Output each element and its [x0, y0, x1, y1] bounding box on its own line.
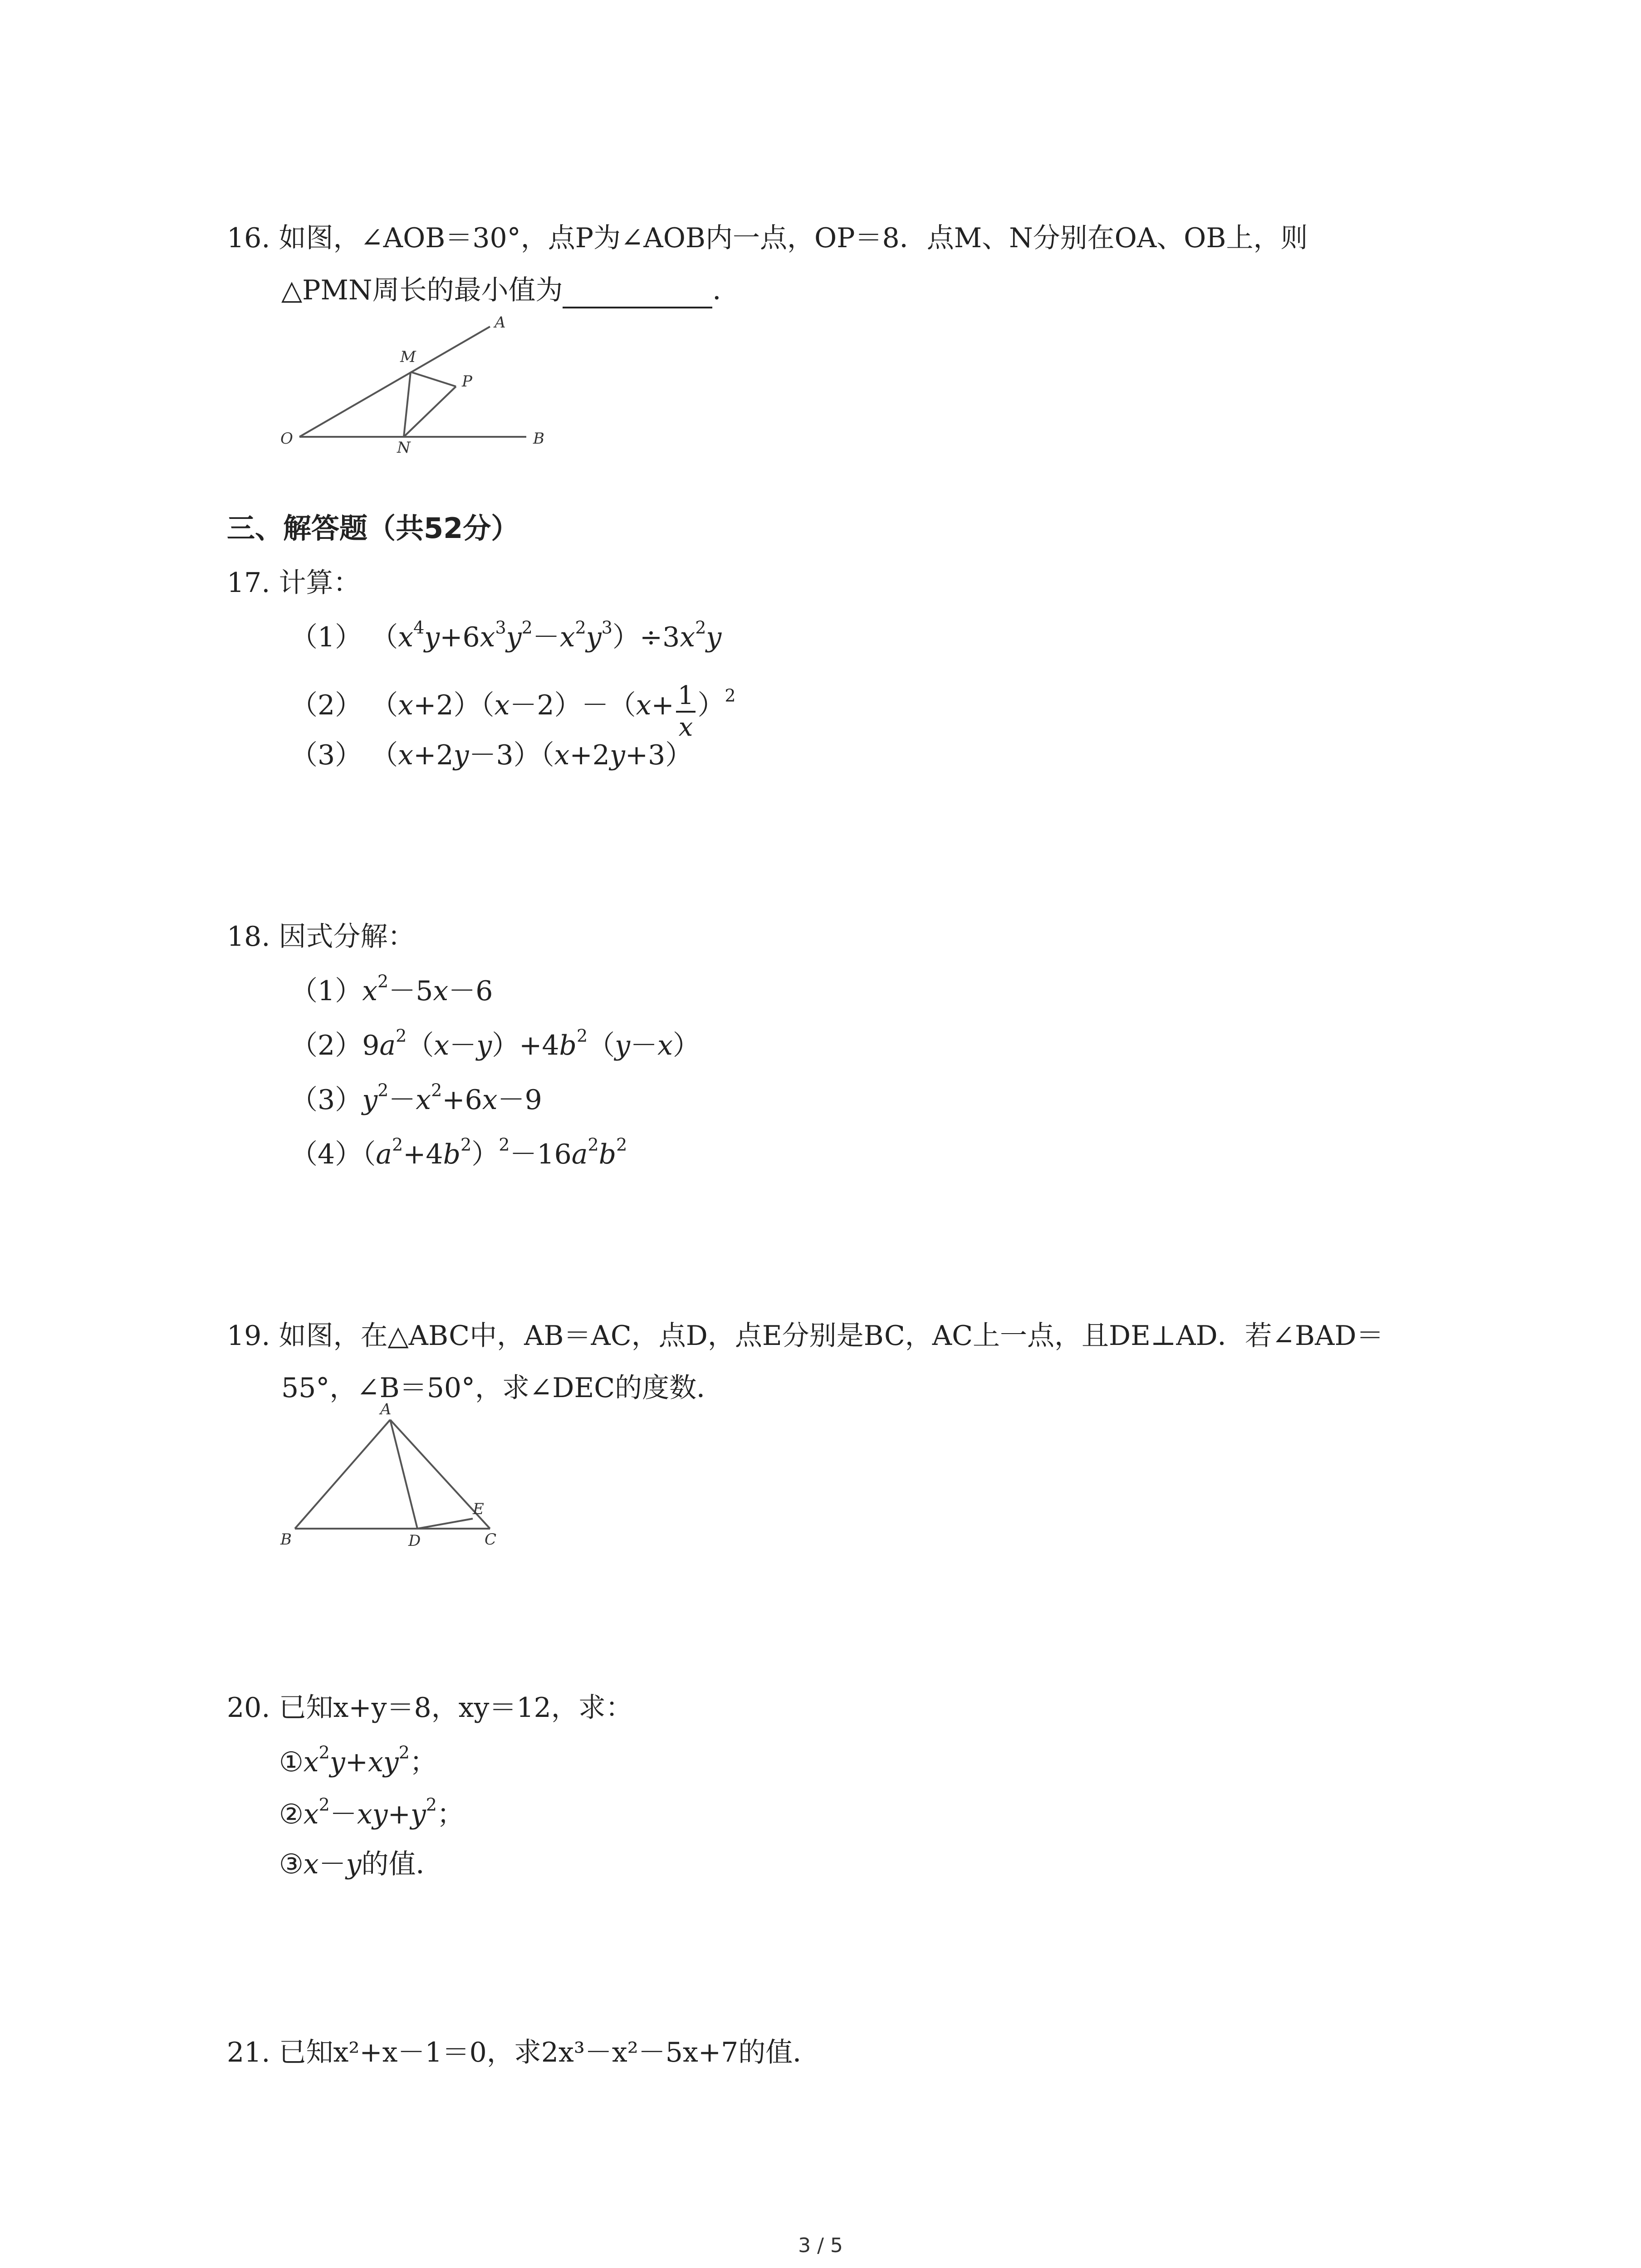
q17-item-1: [290, 619, 721, 655]
q20-item-1-label: ①: [279, 1746, 304, 1778]
q16-label-P: P: [462, 372, 472, 391]
q16-label-B: B: [533, 430, 544, 448]
q20-item-1: [279, 1744, 437, 1780]
q18-item-4: [290, 1136, 627, 1173]
section3-title: 三、解答题（共52分）: [227, 512, 519, 545]
q17-number: 17.: [227, 567, 270, 599]
q18-item-3-expr: $y^2-x^2+6x-9$: [362, 1080, 542, 1116]
q18-line: [227, 919, 415, 955]
q17-item-2-expr: （x+2）（x－2）－（x+ $\frac{1}{x}$ ）$^2$: [371, 681, 736, 743]
q17-item-1-label: （1）: [290, 621, 362, 653]
q18-prompt: 因式分解：: [279, 921, 415, 953]
q21-text: 已知x²+x－1＝0，求2x³－x²－5x+7的值．: [279, 2037, 820, 2068]
q20-number: 20.: [227, 1692, 270, 1724]
q16-label-A: A: [495, 313, 506, 332]
page-number: 3 / 5: [798, 2234, 843, 2257]
q20-item-1-expr: $x^2y+xy^2$；: [303, 1742, 437, 1778]
q17-item-3-label: （3）: [290, 739, 362, 771]
q18-item-3-label: （3）: [290, 1084, 362, 1116]
q19-line1: [227, 1318, 1384, 1354]
q18-item-3: [290, 1082, 542, 1118]
q19-label-C: C: [485, 1530, 497, 1549]
q20-prompt: 已知x+y＝8，xy＝12，求：: [279, 1692, 633, 1724]
q17-item-1-expr: $(x^4y+6x^3y^2-x^2y^3)\div 3x^2y$: [371, 617, 722, 653]
q20-item-2: [279, 1796, 464, 1833]
q16-line2-text: △PMN周长的最小值为: [281, 274, 563, 306]
q16-number: 16.: [227, 222, 270, 254]
q18-item-1: [290, 973, 493, 1009]
q16-label-N: N: [397, 439, 411, 457]
q18-item-1-label: （1）: [290, 975, 362, 1007]
q16-label-O: O: [280, 430, 293, 448]
q20-item-3-label: ③: [279, 1848, 304, 1880]
q20-item-2-expr: $x^2-xy+y^2$；: [303, 1794, 464, 1830]
q18-number: 18.: [227, 921, 270, 953]
q16-end: ．: [712, 274, 740, 306]
q18-item-2: [290, 1027, 700, 1064]
q18-item-4-expr: $(a^2+4b^2)^2-16a^2b^2$: [362, 1134, 627, 1170]
q19-label-D: D: [408, 1532, 421, 1550]
q17-prompt: 计算：: [279, 567, 361, 599]
q16-line1: [227, 220, 1308, 256]
q19-figure: [268, 1397, 522, 1556]
q19-line2-text: 55°，∠B＝50°，求∠DEC的度数．: [281, 1372, 724, 1404]
q17-item-3-expr: （x+2y－3）（x+2y+3）: [371, 739, 693, 771]
q20-item-3: [279, 1846, 443, 1882]
q17-item-3: [290, 737, 692, 773]
q18-item-2-label: （2）: [290, 1030, 362, 1061]
fraction-1-over-x: $\frac{1}{x}$: [676, 681, 696, 743]
q19-number: 19.: [227, 1320, 270, 1352]
q19-label-E: E: [473, 1500, 484, 1518]
q21-number: 21.: [227, 2037, 270, 2068]
q19-line1-text: 如图，在△ABC中，AB＝AC，点D，点E分别是BC，AC上一点，且DE⊥AD．若∠BAD＝: [279, 1320, 1384, 1352]
q16-label-M: M: [400, 348, 416, 366]
q16-line2: [281, 272, 740, 308]
q19-label-B: B: [280, 1530, 292, 1549]
q16-answer-blank: [563, 279, 712, 308]
q20-item-2-label: ②: [279, 1799, 304, 1830]
q16-figure: [272, 308, 567, 458]
q16-prefix: 如图，: [279, 222, 361, 254]
q17-line: [227, 565, 361, 601]
q17-item-2: [290, 671, 736, 743]
q20-item-3-expr: x－y的值．: [303, 1848, 443, 1880]
q18-item-2-expr: $9a^2(x-y)+4b^2(y-x)$: [362, 1026, 700, 1061]
q20-line: [227, 1690, 633, 1726]
q16-expr: ∠AOB＝30°，点P为∠AOB内一点，OP＝8．点M、N分别在OA、OB上，则: [360, 222, 1308, 254]
q18-item-1-expr: $x^2-5x-6$: [362, 971, 493, 1007]
q21-line: [227, 2034, 820, 2071]
q18-item-4-label: （4）: [290, 1139, 362, 1170]
q19-label-A: A: [380, 1400, 392, 1418]
q17-item-2-label: （2）: [290, 689, 362, 721]
